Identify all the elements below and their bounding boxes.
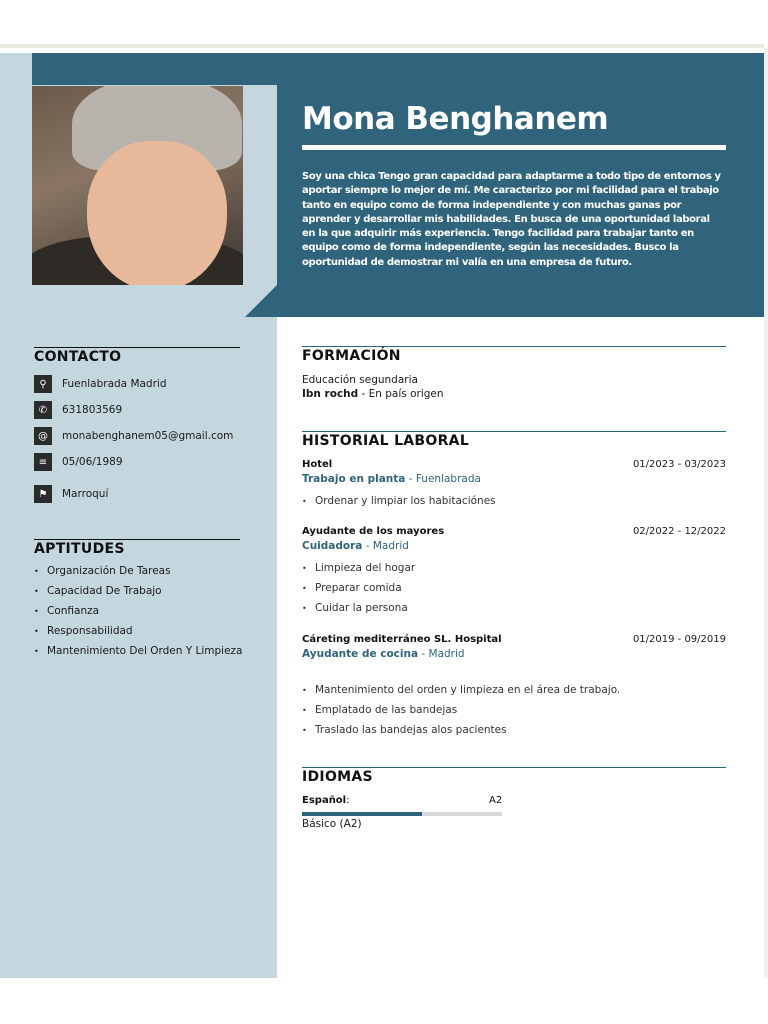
- list-item: • Responsabilidad: [34, 624, 243, 644]
- job-place: - Fuenlabrada: [405, 473, 481, 485]
- languages-title: IDIOMAS: [302, 769, 373, 785]
- list-item: • Ordenar y limpiar los habitaciónes: [302, 494, 496, 514]
- language-proficiency-bar: [302, 812, 502, 816]
- location-icon: ⚲: [34, 375, 52, 393]
- resume-page: [0, 48, 764, 978]
- job-place: - Madrid: [362, 540, 409, 552]
- job-dates: 01/2023 - 03/2023: [632, 459, 726, 470]
- job-role-line: [302, 473, 481, 485]
- header-top-band: [32, 53, 277, 85]
- photo-bottom-decoration: [245, 285, 277, 317]
- contact-location: ⚲ Fuenlabrada Madrid: [34, 375, 167, 393]
- list-item: • Cuidar la persona: [302, 601, 415, 621]
- job-tasks: [302, 683, 620, 743]
- skills-list: [34, 564, 243, 664]
- phone-icon: ✆: [34, 401, 52, 419]
- education-school: Ibn rochd: [302, 388, 359, 400]
- language-name: Español: [302, 795, 347, 806]
- skills-title: APTITUDES: [34, 541, 125, 557]
- profile-photo: [32, 86, 243, 285]
- job-tasks: [302, 561, 415, 621]
- flag-icon: ⚑: [34, 485, 52, 503]
- list-item: • Preparar comida: [302, 581, 415, 601]
- language-proficiency-fill: [302, 812, 422, 816]
- contact-birthday: ≡ 05/06/1989: [34, 453, 123, 471]
- list-item: • Confianza: [34, 604, 243, 624]
- profile-summary: Soy una chica Tengo gran capacidad para adaptarme a todo tipo de entornos y aportar siempre lo mejor de mí. Me caracterizo por mi facilidad para el trabajo tanto en equipo como de forma independiente y con muchas ganas por aprender y desarrollar mis habilidades. En busca de una oportunidad laboral en la que adquirir más experiencia. Tengo facilidad para trabajar tanto en equipo como de forma independiente, según las necesidades. Busco la oportunidad de demostrar mi valía en una empresa de futuro.: [302, 171, 721, 268]
- job-role: Trabajo en planta: [302, 473, 406, 485]
- job-role: Cuidadora: [302, 540, 363, 552]
- contact-phone[interactable]: ✆ 631803569: [34, 401, 122, 419]
- list-item: • Mantenimiento Del Orden Y Limpieza: [34, 644, 243, 664]
- email-icon: @: [34, 427, 52, 445]
- job-role: Ayudante de cocina: [302, 648, 419, 660]
- page-edge: [764, 48, 768, 978]
- work-rule: [302, 431, 726, 432]
- job-employer: Cáreting mediterráneo SL. Hospital: [302, 634, 502, 645]
- name-underline: [302, 145, 726, 150]
- list-item: • Organización De Tareas: [34, 564, 243, 584]
- list-item: • Capacidad De Trabajo: [34, 584, 243, 604]
- sidebar: [0, 317, 277, 978]
- job-role-line: [302, 648, 465, 660]
- contact-nationality: ⚑ Marroquí: [34, 485, 108, 503]
- job-employer: Ayudante de los mayores: [302, 526, 445, 537]
- languages-rule: [302, 767, 726, 768]
- education-title: FORMACIÓN: [302, 348, 401, 364]
- education-rule: [302, 346, 726, 347]
- contact-email[interactable]: @ monabenghanem05@gmail.com: [34, 427, 233, 445]
- language-colon: :: [346, 795, 350, 806]
- language-description: Básico (A2): [302, 818, 362, 830]
- skills-rule: [34, 539, 240, 540]
- job-dates: 02/2022 - 12/2022: [632, 526, 726, 537]
- job-tasks: [302, 494, 496, 514]
- education-degree: Educación segundaria: [302, 374, 418, 386]
- list-item: • Emplatado de las bandejas: [302, 703, 620, 723]
- list-item: • Mantenimiento del orden y limpieza en el área de trabajo.: [302, 683, 620, 703]
- list-item: • Traslado las bandejas alos pacientes: [302, 723, 620, 743]
- job-role-line: [302, 540, 409, 552]
- job-place: - Madrid: [418, 648, 465, 660]
- person-name: Mona Benghanem: [302, 101, 609, 137]
- job-dates: 01/2019 - 09/2019: [632, 634, 726, 645]
- education-location: - En país origen: [358, 388, 444, 400]
- language-name-line: [302, 795, 349, 806]
- education-school-line: [302, 388, 444, 400]
- photo-corner-decoration: [0, 53, 32, 85]
- birthday-icon: ≡: [34, 453, 52, 471]
- language-level: A2: [489, 795, 503, 806]
- job-employer: Hotel: [302, 459, 333, 470]
- contact-title: CONTACTO: [34, 349, 122, 365]
- contact-rule: [34, 347, 240, 348]
- list-item: • Limpieza del hogar: [302, 561, 415, 581]
- work-title: HISTORIAL LABORAL: [302, 433, 470, 449]
